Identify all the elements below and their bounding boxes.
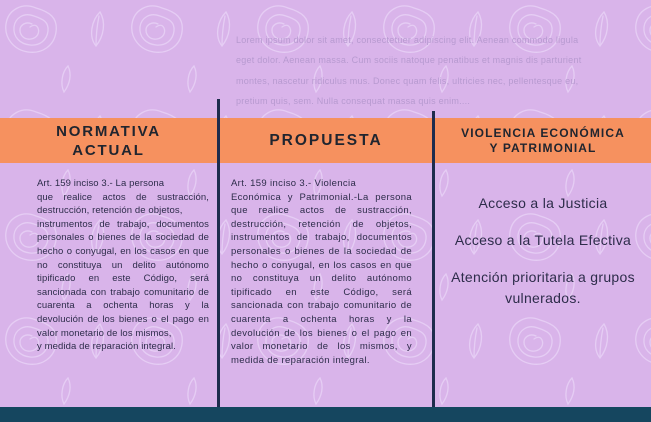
intro-paragraph xyxy=(236,30,581,112)
text-line: Acceso a la Tutela Efectiva xyxy=(454,232,632,248)
text-line: Art. 159 inciso 3.- La persona xyxy=(37,178,165,189)
text-line: montes, nascetur ridiculus mus. Donec quam felis, ultricies nec, pellentesque eu, xyxy=(236,75,579,86)
violencia-economica-bullet-list xyxy=(447,193,639,325)
footer-bar xyxy=(0,407,651,422)
column-header-violencia-economica xyxy=(435,118,651,163)
header-line: Y PATRIMONIAL xyxy=(489,140,597,155)
header-line: PROPUESTA xyxy=(269,132,383,149)
text-line: Económica y Patrimonial.-La persona que realice actos de sustracción, destrucción, retención de objetos, instrumentos de trabajo, documentos personales o bienes de la sociedad de hecho o conyugal, en los casos en que no constituya un delito autónomo tipificado en este Código, será sancionada con trabajo comunitario de cuarenta a ochenta horas y la devolución de los bienes o el pago en valor monetario de los mismos, y medida de reparación integral. xyxy=(231,191,412,366)
header-line: NORMATIVA xyxy=(56,122,161,140)
text-line: Lorem ipsum dolor sit amet, consectetuer adipiscing elit. Aenean commodo ligula xyxy=(236,35,579,45)
normativa-actual-body-text xyxy=(37,177,209,354)
header-line: VIOLENCIA ECONÓMICA xyxy=(461,125,625,140)
text-line: instrumentos de trabajo, documentos personales o bienes de la sociedad de hecho o conyugal, en los casos en que no constituya un delito autónomo tipificado en este Código, será sancionada con trabajo comunitario de cuarenta a ochenta horas y la devolución de los bienes o el pago en valor monetario de los mismos, xyxy=(37,218,209,339)
column-header-normativa-actual xyxy=(0,118,217,163)
propuesta-body-text xyxy=(231,177,412,367)
text-line: eget dolor. Aenean massa. Cum sociis natoque penatibus et magnis dis parturient xyxy=(236,55,582,66)
column-header-propuesta xyxy=(220,118,432,163)
text-line: Art. 159 inciso 3.- Violencia xyxy=(231,178,357,189)
text-line: y medida de reparación integral. xyxy=(37,341,176,353)
text-line: Acceso a la Justicia xyxy=(478,195,608,211)
text-line: que realice actos de sustracción, destrucción, retención de objetos, xyxy=(37,191,209,217)
text-line: pretium quis, sem. Nulla consequat massa quis enim.... xyxy=(236,96,471,107)
text-line: Atención prioritaria a grupos vulnerados. xyxy=(451,269,635,306)
header-line: ACTUAL xyxy=(72,141,145,159)
